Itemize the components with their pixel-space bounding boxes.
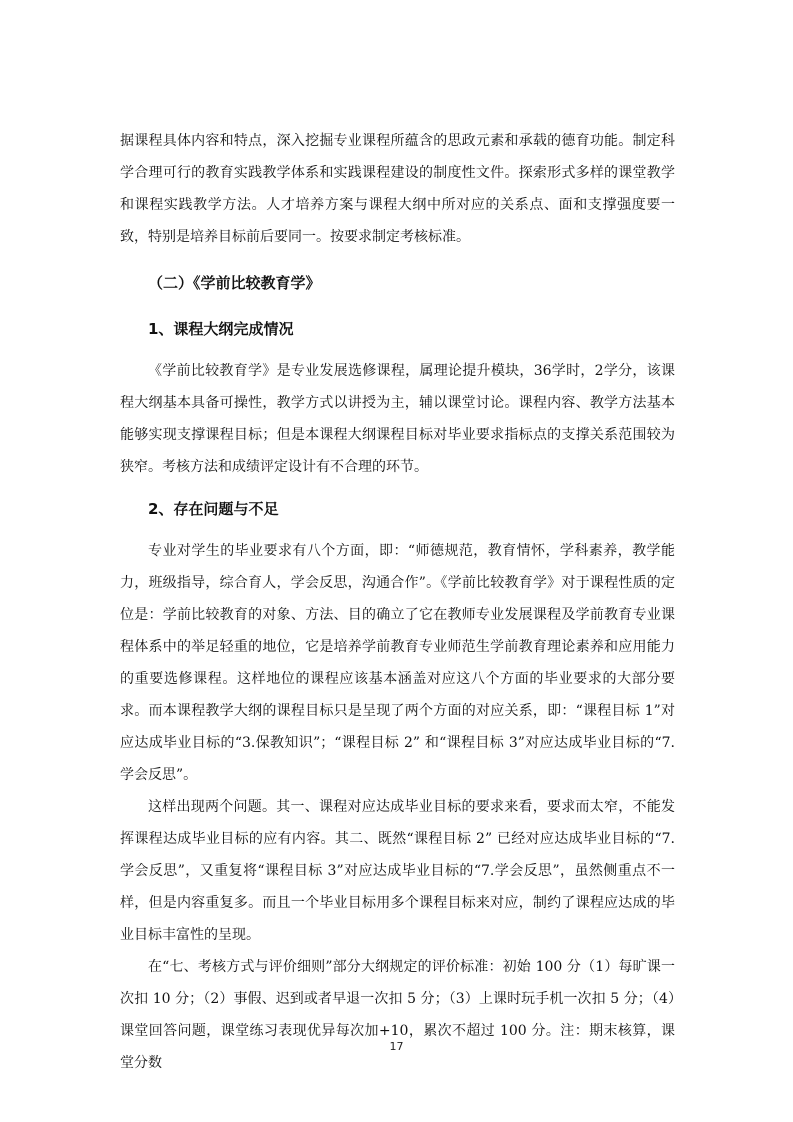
section-title: （二）《学前比较教育学》	[148, 274, 321, 292]
page-number: 17	[389, 1040, 404, 1053]
syllabus-completion-paragraph: 《学前比较教育学》是专业发展选修课程，属理论提升模块，36学时，2学分，该课程大纲基本具备可操性，教学方式以讲授为主，辅以课堂讨论。课程内容、教学方法基本能够实现支撑课程目标；但是本课程大纲课程目标对毕业要求指标点的支撑关系范围较为狭窄。考核方法和成绩评定设计有不合理的环节。	[120, 363, 675, 475]
intro-paragraph: 据课程具体内容和特点，深入挖掘专业课程所蕴含的思政元素和承载的德育功能。制定科学合理可行的教育实践教学体系和实践课程建设的制度性文件。探索形式多样的课堂教学和课程实践教学方法。人才培养方案与课程大纲中所对应的关系点、面和支撑强度要一致，特别是培养目标前后要同一。按要求制定考核标准。	[120, 133, 675, 245]
page-content	[120, 125, 675, 1079]
subsection-title-syllabus-completion: 1、课程大纲完成情况	[148, 320, 294, 338]
problems-paragraph-3: 在“七、考核方式与评价细则”部分大纲规定的评价标准：初始 100 分（1）每旷课一次扣 10 分；（2）事假、迟到或者早退一次扣 5 分；（3）上课时玩手机一次扣 5 分；（4）课堂回答问题，课堂练习表现优异每次加+10，累次不超过 100 分。注：期末核算，课堂分数	[120, 959, 675, 1071]
problems-paragraph-2: 这样出现两个问题。其一、课程对应达成毕业目标的要求来看，要求而太窄，不能发挥课程达成毕业目标的应有内容。其二、既然“课程目标 2” 已经对应达成毕业目标的“7.学会反思”，又重复将“课程目标 3”对应达成毕业目标的“7.学会反思”，虽然侧重点不一样，但是内容重复多。而且一个毕业目标用多个课程目标来对应，制约了课程应达成的毕业目标丰富性的呈现。	[120, 799, 675, 943]
problems-paragraph-1: 专业对学生的毕业要求有八个方面，即：“师德规范，教育情怀，学科素养，教学能力，班级指导，综合育人，学会反思，沟通合作”。《学前比较教育学》对于课程性质的定位是：学前比较教育的对象、方法、目的确立了它在教师专业发展课程及学前教育专业课程体系中的举足轻重的地位，它是培养学前教育专业师范生学前教育理论素养和应用能力的重要选修课程。这样地位的课程应该基本涵盖对应这八个方面的毕业要求的大部分要求。而本课程教学大纲的课程目标只是呈现了两个方面的对应关系，即：“课程目标 1”对应达成毕业目标的“3.保教知识”；“课程目标 2” 和“课程目标 3”对应达成毕业目标的“7.学会反思”。	[120, 543, 675, 783]
subsection-title-problems: 2、存在问题与不足	[148, 500, 279, 518]
